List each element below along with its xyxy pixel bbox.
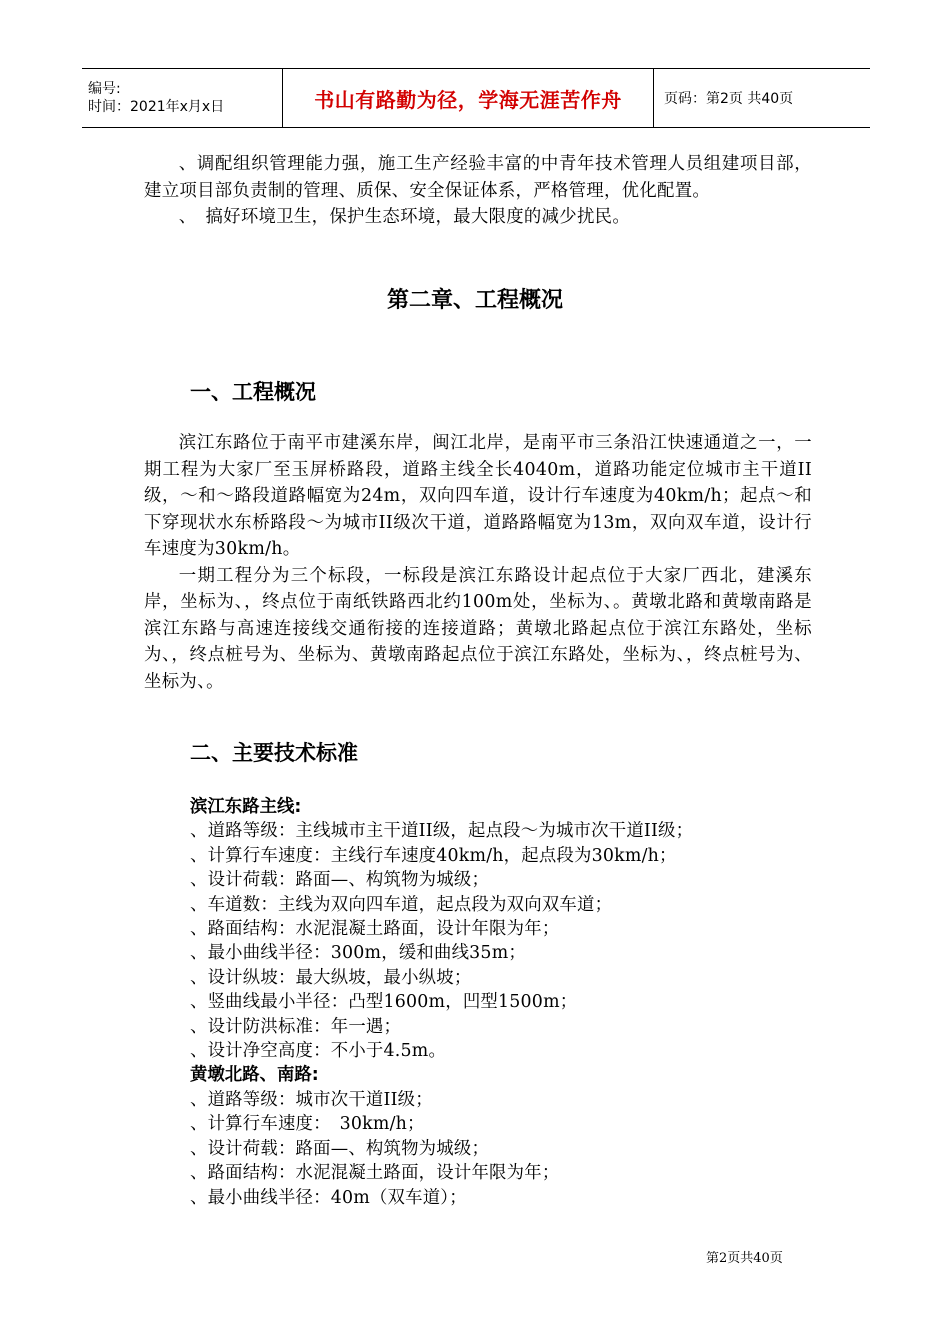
list-item: 、竖曲线最小半径：凸型1600m，凹型1500m； [190, 992, 578, 1013]
motto: 书山有路勤为径，学海无涯苦作舟 [314, 87, 622, 112]
list-item: 、计算行车速度： 30km/h； [190, 1114, 425, 1135]
list-heading: 滨江东路主线: [190, 797, 302, 817]
list-item: 、路面结构：水泥混凝土路面，设计年限为年； [190, 919, 560, 940]
list-item: 、设计净空高度：不小于4.5m。 [190, 1041, 447, 1062]
header-motto-cell [282, 69, 654, 127]
time-label: 时间：2021年x月x日 [88, 99, 225, 115]
list-item: 、道路等级：主线城市主干道II级，起点段～为城市次干道II级； [190, 821, 694, 842]
list-item: 、设计荷载：路面—、构筑物为城级； [190, 870, 490, 891]
chapter-title: 第二章、工程概况 [386, 288, 563, 313]
list-heading: 黄墩北路、南路: [190, 1065, 319, 1086]
list-item: 、车道数：主线为双向四车道，起点段为双向双车道； [190, 894, 613, 915]
number-label: 编号: [88, 81, 121, 97]
section1-body [144, 430, 812, 695]
list-item: 、设计荷载：路面—、构筑物为城级； [190, 1138, 490, 1159]
section-title: 一、工程概况 [190, 380, 316, 404]
body-paragraph: 滨江东路位于南平市建溪东岸，闽江北岸，是南平市三条沿江快速通道之一，一期工程为大家厂至玉屏桥路段，道路主线全长4040m，道路功能定位城市主干道II级，～和～路段道路幅宽为24m，双向四车道，设计行车速度为40km/h；起点～和下穿现状水东桥路段～为城市II级次干道，道路路幅宽为13m，双向双车道，设计行车速度为30km/h。 [144, 433, 812, 559]
list-item: 、最小曲线半径：40m（双车道）； [190, 1187, 467, 1208]
list-item: 、道路等级：城市次干道II级； [190, 1089, 433, 1110]
intro-paragraph: 、调配组织管理能力强，施工生产经验丰富的中青年技术管理人员组建项目部，建立项目部负责制的管理、质保、安全保证体系，严格管理，优化配置。 [144, 154, 812, 201]
document-header [82, 68, 870, 128]
intro-paragraph: 、 搞好环境卫生，保护生态环境，最大限度的减少扰民。 [178, 207, 631, 227]
body-paragraph: 一期工程分为三个标段，一标段是滨江东路设计起点位于大家厂西北，建溪东岸，坐标为、，终点位于南纸铁路西北约100m处，坐标为、。黄墩北路和黄墩南路是滨江东路与高速连接线交通衔接的连接道路；黄墩北路起点位于滨江东路处，坐标为、，终点桩号为、坐标为、黄墩南路起点位于滨江东路处，坐标为、，终点桩号为、坐标为、。 [144, 565, 812, 692]
header-meta [82, 69, 282, 127]
section-title: 二、主要技术标准 [190, 741, 358, 765]
list-item: 、计算行车速度：主线行车速度40km/h，起点段为30km/h； [190, 845, 677, 866]
standards-list [190, 795, 812, 1210]
list-item: 、最小曲线半径：300m，缓和曲线35m； [190, 943, 526, 964]
page-label: 页码：第2页 共40页 [664, 91, 794, 107]
page-footer: 第2页共40页 [706, 1251, 783, 1266]
list-item: 、设计纵坡：最大纵坡，最小纵坡； [190, 967, 472, 988]
intro-block [144, 151, 812, 231]
header-page-cell [654, 69, 870, 127]
list-item: 、路面结构：水泥混凝土路面，设计年限为年； [190, 1163, 560, 1184]
list-item: 、设计防洪标准：年一遇； [190, 1016, 402, 1037]
